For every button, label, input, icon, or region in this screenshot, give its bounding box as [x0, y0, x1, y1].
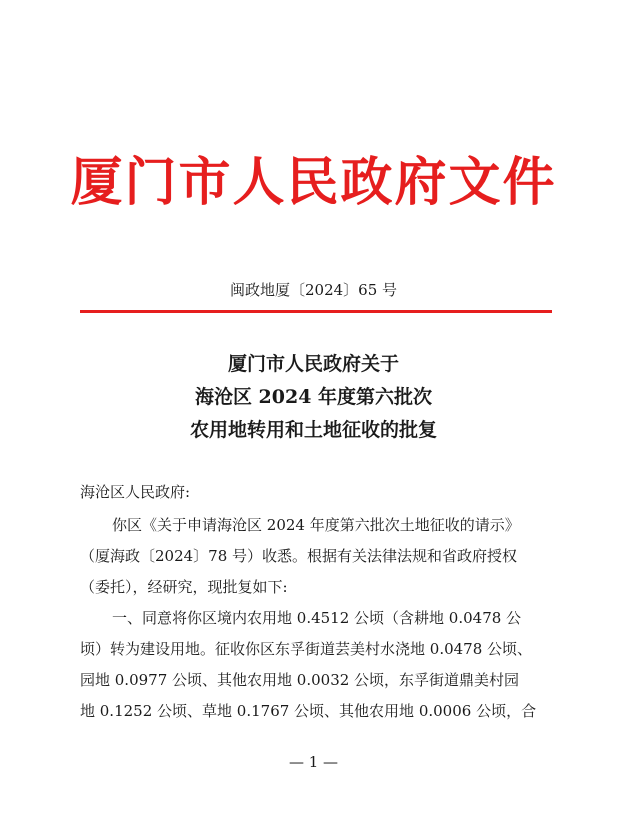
- document-masthead: 厦门市人民政府文件: [70, 152, 557, 213]
- salutation: 海沧区人民政府:: [80, 483, 191, 501]
- body-line-1: 你区《关于申请海沧区 2024 年度第六批次土地征收的请示》: [112, 516, 520, 534]
- document-title: [0, 348, 627, 447]
- document-number: 闽政地厦〔2024〕65 号: [229, 281, 398, 299]
- body-line-6: 园地 0.0977 公顷、其他农用地 0.0032 公顷，东孚街道鼎美村园: [80, 671, 520, 689]
- title-line-3: 农用地转用和土地征收的批复: [189, 419, 437, 441]
- title-line-1: 厦门市人民政府关于: [227, 353, 399, 375]
- body-line-5: 顷）转为建设用地。征收你区东孚街道芸美村水浇地 0.0478 公顷、: [80, 640, 533, 658]
- body-line-3: （委托），经研究，现批复如下:: [80, 578, 288, 596]
- body-line-4: 一、同意将你区境内农用地 0.4512 公顷（含耕地 0.0478 公: [112, 609, 522, 627]
- body-line-2: （厦海政〔2024〕78 号）收悉。根据有关法律法规和省政府授权: [80, 547, 518, 565]
- body-line-7: 地 0.1252 公顷、草地 0.1767 公顷、其他农用地 0.0006 公顷，合: [80, 702, 537, 720]
- title-line-2: 海沧区 2024 年度第六批次: [194, 386, 433, 408]
- red-separator-rule: [80, 310, 552, 313]
- page-number: — 1 —: [288, 753, 339, 771]
